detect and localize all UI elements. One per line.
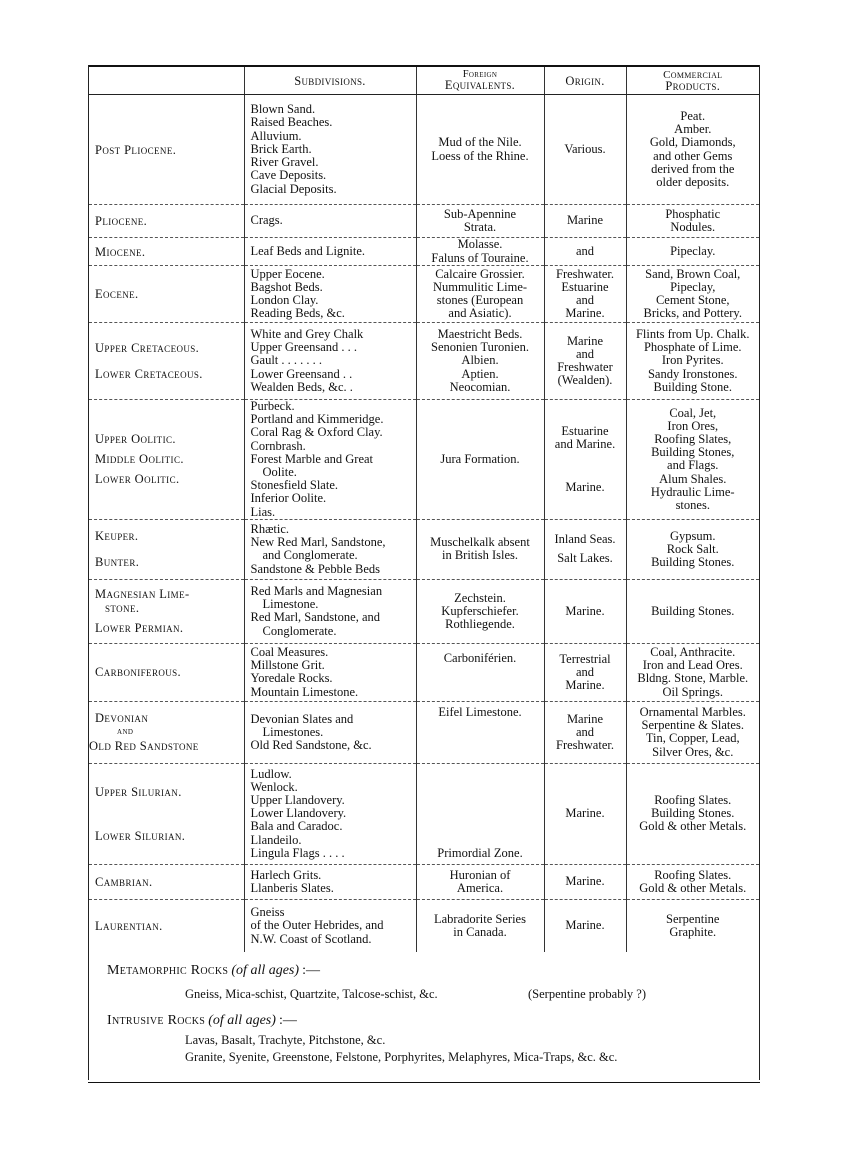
commercial-product-cell — [626, 400, 759, 520]
header-foreign-line2: Equivalents. — [444, 78, 516, 92]
origin-cell — [544, 95, 626, 205]
subdivision: Old Red Sandstone, &c. — [250, 737, 372, 752]
commercial-product: Serpentine — [666, 911, 720, 926]
subdivision: N.W. Coast of Scotland. — [250, 931, 372, 946]
frame-right-rule — [759, 65, 760, 1080]
subdivision: New Red Marl, Sandstone, — [250, 535, 386, 550]
foreign-equivalent: America. — [456, 880, 504, 895]
system-name: Lower Permian. — [95, 621, 184, 636]
system-name-cell — [89, 763, 244, 864]
subdivision: Oolite. — [262, 465, 297, 480]
table-body — [89, 95, 759, 953]
system-name: Bunter. — [95, 555, 140, 570]
subdivision: Devonian Slates and — [250, 711, 354, 726]
foreign-equivalent: stones (European — [436, 293, 524, 307]
foreign-equivalent: Albien. — [461, 353, 499, 368]
commercial-product: Coal, Anthracite. — [650, 644, 736, 659]
origin-cell — [544, 266, 626, 323]
system-name-cell — [89, 238, 244, 266]
subdivision: Alluvium. — [250, 128, 302, 143]
subdivision-cell — [244, 899, 416, 952]
system-name-cell — [89, 864, 244, 899]
foreign-equivalent-cell — [416, 899, 544, 952]
foreign-equivalent: Strata. — [463, 220, 497, 234]
system-name-cell — [89, 400, 244, 520]
table-row — [89, 899, 759, 952]
subdivision-cell — [244, 763, 416, 864]
system-name: stone. — [105, 601, 140, 616]
origin: Estuarine — [561, 423, 609, 438]
commercial-product: Graphite. — [669, 925, 717, 940]
subdivision: White and Grey Chalk — [250, 326, 364, 341]
table-row — [89, 763, 759, 864]
subdivision-cell — [244, 205, 416, 238]
system-name-cell — [89, 643, 244, 701]
system-name: Carboniferous. — [95, 665, 182, 680]
commercial-product: derived from the — [651, 161, 735, 176]
commercial-product: Sand, Brown Coal, — [645, 266, 741, 281]
commercial-product: Amber. — [674, 122, 712, 137]
origin: Inland Seas. — [554, 532, 616, 547]
system-name: Old Red Sandstone — [89, 739, 199, 754]
commercial-product: Phosphate of Lime. — [643, 340, 742, 355]
commercial-product: Coal, Jet, — [669, 405, 717, 420]
system-name: Upper Silurian. — [95, 784, 182, 799]
table-row — [89, 643, 759, 701]
commercial-product: Iron Ores, — [667, 418, 719, 433]
system-name: Cambrian. — [95, 874, 153, 889]
foreign-equivalent: Carboniférien. — [443, 650, 517, 665]
system-name-cell — [89, 95, 244, 205]
commercial-product-cell — [626, 238, 759, 266]
system-name: Magnesian Lime- — [95, 587, 190, 602]
header-origin-label: Origin. — [565, 73, 605, 88]
commercial-product: Building Stones. — [651, 603, 735, 618]
metamorphic-heading — [107, 963, 320, 979]
header-system — [89, 67, 244, 95]
origin-cell — [544, 643, 626, 701]
serpentine-note: (Serpentine probably ?) — [528, 987, 647, 1001]
origin: Marine — [566, 711, 604, 726]
origin-cell — [544, 899, 626, 952]
header-subdivisions-label: Subdivisions. — [294, 73, 366, 88]
table-row — [89, 238, 759, 266]
intrusive-list-1 — [185, 1033, 385, 1048]
intrusive-rocks-list-2: Granite, Syenite, Greenstone, Felstone, Porphyrites, Melaphyres, Mica-Traps, &c. &c. — [185, 1050, 618, 1064]
subdivision: Leaf Beds and Lignite. — [250, 243, 366, 258]
subdivision-cell — [244, 266, 416, 323]
origin-cell — [544, 864, 626, 899]
system-name-cell — [89, 899, 244, 952]
commercial-product-cell — [626, 579, 759, 643]
foreign-equivalent-cell — [416, 763, 544, 864]
origin-cell — [544, 238, 626, 266]
subdivision: Portland and Kimmeridge. — [250, 412, 384, 427]
header-foreign-equivalents — [416, 67, 544, 95]
origin: Marine. — [565, 874, 605, 889]
foreign-equivalent: Kupferschiefer. — [441, 603, 519, 618]
commercial-product: Phosphatic — [665, 206, 721, 221]
system-name: Pliocene. — [95, 214, 148, 228]
commercial-product: Ornamental Marbles. — [639, 704, 746, 719]
subdivision: Llanberis Slates. — [250, 880, 334, 895]
subdivision: Stonesfield Slate. — [250, 478, 338, 493]
foreign-equivalent: Mud of the Nile. — [438, 135, 522, 150]
foreign-equivalent-cell — [416, 864, 544, 899]
origin: Salt Lakes. — [557, 551, 613, 566]
system-name: Keuper. — [95, 529, 139, 544]
foreign-equivalent: Eifel Limestone. — [438, 704, 522, 719]
subdivision: Bala and Caradoc. — [250, 819, 343, 834]
foreign-equivalent: Faluns of Touraine. — [431, 250, 529, 265]
foreign-equivalent: in British Isles. — [441, 548, 519, 563]
foreign-equivalent: Loess of the Rhine. — [431, 148, 529, 163]
subdivision: Cornbrash. — [250, 438, 306, 453]
commercial-product: Bricks, and Pottery. — [643, 306, 742, 321]
commercial-product-cell — [626, 266, 759, 323]
metamorphic-qualifier: (of all ages) — [231, 963, 300, 978]
subdivision: Upper Eocene. — [250, 266, 325, 281]
metamorphic-title: Metamorphic Rocks — [107, 963, 229, 978]
table-row — [89, 400, 759, 520]
commercial-product: Oil Springs. — [662, 684, 723, 699]
table-row — [89, 701, 759, 763]
foreign-equivalent: Maestricht Beds. — [437, 326, 523, 341]
subdivision: Upper Llandovery. — [250, 793, 345, 808]
subdivision-cell — [244, 238, 416, 266]
foreign-equivalent-cell — [416, 238, 544, 266]
subdivision: Lower Llandovery. — [250, 806, 347, 821]
foreign-equivalent-cell — [416, 579, 544, 643]
system-name: Upper Oolitic. — [95, 432, 176, 447]
commercial-product: Roofing Slates. — [654, 867, 732, 882]
origin: Marine. — [565, 918, 605, 933]
subdivision: Ludlow. — [250, 766, 292, 781]
commercial-product: and Flags. — [667, 458, 719, 473]
foreign-equivalent: Rothliegende. — [445, 616, 515, 631]
origin-cell — [544, 400, 626, 520]
subdivision: Wealden Beds, &c. . — [250, 379, 353, 394]
subdivision: Purbeck. — [250, 399, 295, 413]
intrusive-heading — [107, 1013, 297, 1029]
origin-cell — [544, 763, 626, 864]
foreign-equivalent-cell — [416, 400, 544, 520]
foreign-equivalent: Calcaire Grossier. — [435, 266, 525, 281]
origin: Marine. — [565, 677, 605, 692]
commercial-product: Gold & other Metals. — [639, 819, 747, 834]
commercial-product-cell — [626, 205, 759, 238]
commercial-product-cell — [626, 763, 759, 864]
system-name: Upper Cretaceous. — [95, 341, 200, 355]
subdivision: Reading Beds, &c. — [250, 306, 345, 321]
system-name-cell — [89, 205, 244, 238]
commercial-product-cell — [626, 323, 759, 400]
metamorphic-note — [528, 987, 646, 1002]
origin: and — [575, 293, 595, 307]
origin: Freshwater. — [556, 737, 614, 752]
commercial-product: Serpentine & Slates. — [641, 718, 744, 733]
commercial-product-cell — [626, 643, 759, 701]
subdivision: Red Marl, Sandstone, and — [250, 610, 380, 625]
subdivision: Limestones. — [262, 724, 324, 739]
commercial-product: Gypsum. — [670, 528, 716, 543]
foreign-equivalent: and Asiatic). — [448, 306, 512, 321]
subdivision: Lingula Flags . . . . — [250, 845, 345, 860]
system-name-cell — [89, 579, 244, 643]
system-name-cell — [89, 519, 244, 579]
intrusive-list-2 — [185, 1050, 617, 1065]
commercial-product: Sandy Ironstones. — [647, 366, 738, 381]
subdivision-cell — [244, 95, 416, 205]
subdivision-cell — [244, 323, 416, 400]
commercial-product: Flints from Up. Chalk. — [635, 326, 750, 341]
origin: (Wealden). — [557, 373, 613, 388]
origin: Marine. — [565, 306, 605, 321]
subdivision: Conglomerate. — [262, 623, 337, 638]
commercial-product: Iron and Lead Ores. — [642, 658, 743, 673]
foreign-equivalent-cell — [416, 323, 544, 400]
commercial-product: Tin, Copper, Lead, — [645, 731, 740, 746]
commercial-product: Building Stones, — [651, 445, 735, 460]
subdivision-cell — [244, 864, 416, 899]
subdivision: Yoredale Rocks. — [250, 671, 333, 686]
system-name: Lower Oolitic. — [95, 472, 180, 487]
commercial-product-cell — [626, 95, 759, 205]
commercial-product-cell — [626, 899, 759, 952]
subdivision: Wenlock. — [250, 779, 298, 794]
system-name: Middle Oolitic. — [95, 452, 184, 467]
intrusive-title: Intrusive Rocks — [107, 1013, 206, 1028]
origin: Estuarine — [561, 279, 609, 294]
commercial-product: Alum Shales. — [659, 471, 727, 486]
origin: and — [575, 243, 595, 258]
origin-cell — [544, 205, 626, 238]
subdivision-cell — [244, 643, 416, 701]
foreign-equivalent: Nummulitic Lime- — [432, 279, 528, 294]
subdivision: Sandstone & Pebble Beds — [250, 561, 381, 576]
foreign-equivalent: Aptien. — [461, 366, 499, 381]
subdivision: Blown Sand. — [250, 102, 316, 117]
system-name: Post Pliocene. — [95, 142, 177, 157]
subdivision: Limestone. — [262, 597, 319, 612]
foreign-equivalent: Neocomian. — [449, 379, 511, 394]
commercial-product: Nodules. — [670, 220, 716, 234]
header-subdivisions — [244, 67, 416, 95]
foreign-equivalent: Jura Formation. — [440, 451, 520, 466]
table-row — [89, 266, 759, 323]
table-row — [89, 519, 759, 579]
subdivision: Coal Measures. — [250, 644, 329, 659]
commercial-product: Gold & other Metals. — [639, 880, 747, 895]
system-name: and — [117, 726, 134, 738]
subdivision: River Gravel. — [250, 155, 319, 170]
header-commercial-line1: Commercial — [663, 68, 723, 81]
foreign-equivalent-cell — [416, 701, 544, 763]
commercial-product: Roofing Slates. — [654, 793, 732, 808]
system-name: Laurentian. — [95, 919, 163, 934]
subdivision: Brick Earth. — [250, 141, 312, 156]
subdivision: of the Outer Hebrides, and — [250, 918, 384, 933]
commercial-product-cell — [626, 701, 759, 763]
commercial-product-cell — [626, 519, 759, 579]
origin: Terrestrial — [559, 651, 611, 666]
foreign-equivalent: Molasse. — [457, 237, 503, 252]
foreign-equivalent-cell — [416, 205, 544, 238]
foreign-equivalent: Sub-Apennine — [443, 206, 517, 221]
commercial-product: Peat. — [680, 108, 706, 123]
subdivision: Gneiss — [250, 905, 285, 920]
subdivision: Rhætic. — [250, 521, 290, 536]
subdivision: Lower Greensand . . — [250, 366, 353, 381]
intrusive-qualifier: (of all ages) — [208, 1013, 276, 1028]
subdivision: and Conglomerate. — [262, 548, 358, 563]
foreign-equivalent-cell — [416, 643, 544, 701]
origin: Marine. — [565, 480, 605, 495]
system-name: Lower Silurian. — [95, 828, 186, 843]
origin: and — [575, 664, 595, 679]
foreign-equivalent: Primordial Zone. — [437, 845, 523, 860]
system-name-cell — [89, 701, 244, 763]
origin: Marine — [566, 333, 604, 348]
header-foreign-line1: Foreign — [462, 69, 498, 80]
commercial-product: Roofing Slates, — [654, 432, 732, 446]
subdivision: Upper Greensand . . . — [250, 340, 358, 355]
system-name: Lower Cretaceous. — [95, 367, 203, 381]
subdivision-cell — [244, 400, 416, 520]
header-origin — [544, 67, 626, 95]
commercial-product: Silver Ores, &c. — [652, 744, 734, 759]
subdivision: Inferior Oolite. — [250, 491, 327, 506]
system-name-cell — [89, 323, 244, 400]
commercial-product: Iron Pyrites. — [661, 353, 724, 368]
table-row — [89, 205, 759, 238]
foreign-equivalent: Senonien Turonien. — [431, 340, 529, 355]
origin: and Marine. — [554, 436, 616, 451]
foreign-equivalent-cell — [416, 266, 544, 323]
metamorphic-list — [185, 987, 438, 1002]
foreign-equivalent-cell — [416, 519, 544, 579]
origin-cell — [544, 519, 626, 579]
origin: Freshwater — [557, 360, 613, 374]
foreign-equivalent: Labradorite Series — [434, 911, 526, 926]
commercial-product: Bldng. Stone, Marble. — [637, 671, 749, 686]
table-row — [89, 323, 759, 400]
subdivision: Red Marls and Magnesian — [250, 583, 383, 598]
origin: and — [575, 346, 595, 361]
origin-cell — [544, 579, 626, 643]
commercial-product: Gold, Diamonds, — [649, 135, 736, 150]
subdivision: Mountain Limestone. — [250, 684, 359, 699]
foreign-equivalent: in Canada. — [453, 925, 507, 940]
subdivision: Coral Rag & Oxford Clay. — [250, 425, 383, 440]
commercial-product: stones. — [675, 498, 710, 513]
metamorphic-suffix: :— — [302, 963, 321, 978]
foreign-equivalent-cell — [416, 95, 544, 205]
origin: Marine. — [565, 603, 605, 618]
subdivision-cell — [244, 701, 416, 763]
origin: Marine — [566, 213, 604, 228]
commercial-product: Building Stone. — [653, 379, 732, 394]
subdivision: Crags. — [250, 213, 283, 228]
foreign-equivalent: Zechstein. — [454, 590, 506, 605]
origin: Freshwater. — [556, 266, 614, 281]
subdivision: Millstone Grit. — [250, 658, 325, 673]
commercial-product: Pipeclay, — [670, 279, 716, 294]
origin: Marine. — [565, 806, 605, 821]
origin-cell — [544, 323, 626, 400]
table-row — [89, 864, 759, 899]
system-name: Miocene. — [95, 244, 146, 259]
intrusive-rocks-list-1: Lavas, Basalt, Trachyte, Pitchstone, &c. — [185, 1033, 386, 1047]
foreign-equivalent: Huronian of — [449, 867, 511, 882]
system-name: Eocene. — [95, 287, 139, 301]
subdivision-cell — [244, 519, 416, 579]
subdivision: Gault . . . . . . . — [250, 353, 323, 368]
foreign-equivalent: Muschelkalk absent — [430, 535, 530, 550]
table-row — [89, 579, 759, 643]
subdivision: London Clay. — [250, 293, 319, 307]
commercial-product: Rock Salt. — [666, 541, 719, 556]
subdivision: Cave Deposits. — [250, 168, 327, 183]
commercial-product-cell — [626, 864, 759, 899]
commercial-product: and other Gems — [653, 148, 733, 163]
header-commercial-products — [626, 67, 759, 95]
subdivision: Raised Beaches. — [250, 115, 333, 130]
commercial-product: Hydraulic Lime- — [650, 484, 735, 499]
commercial-product: Building Stones. — [651, 806, 735, 821]
subdivision: Bagshot Beds. — [250, 279, 323, 294]
subdivision: Glacial Deposits. — [250, 181, 337, 196]
subdivision-cell — [244, 579, 416, 643]
subdivision: Lias. — [250, 504, 276, 519]
origin: and — [575, 724, 595, 739]
header-row — [89, 67, 759, 95]
subdivision: Llandeilo. — [250, 832, 302, 847]
commercial-product: Cement Stone, — [655, 293, 730, 307]
metamorphic-rocks-list: Gneiss, Mica-schist, Quartzite, Talcose-schist, &c. — [185, 987, 438, 1001]
geological-formations-table — [89, 67, 759, 952]
subdivision: Forest Marble and Great — [250, 451, 374, 466]
commercial-product: Building Stones. — [651, 554, 735, 569]
origin: Various. — [564, 141, 606, 156]
system-name-cell — [89, 266, 244, 323]
subdivision: Harlech Grits. — [250, 867, 322, 882]
origin-cell — [544, 701, 626, 763]
system-name: Devonian — [95, 711, 149, 726]
intrusive-suffix: :— — [279, 1013, 297, 1028]
header-commercial-line2: Products. — [665, 78, 721, 93]
commercial-product: older deposits. — [656, 174, 730, 189]
commercial-product: Pipeclay. — [670, 243, 716, 258]
table-row — [89, 95, 759, 205]
